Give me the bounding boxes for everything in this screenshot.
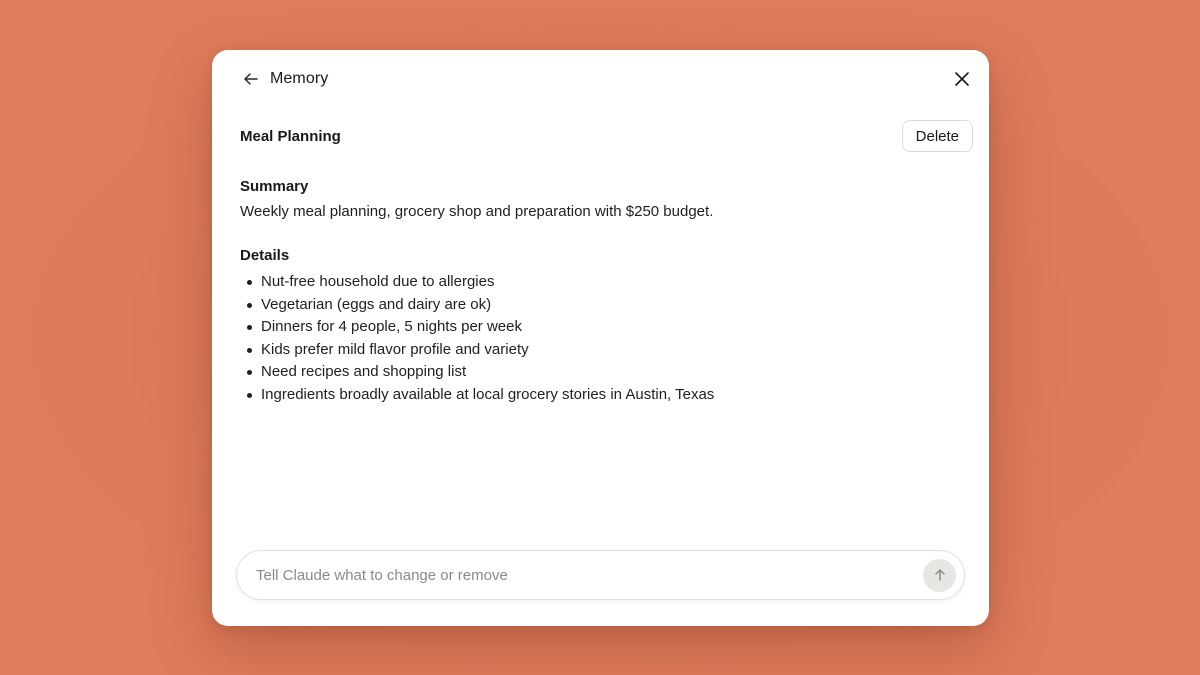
details-heading: Details xyxy=(240,247,290,264)
list-item xyxy=(240,384,961,407)
dialog-title: Memory xyxy=(270,70,329,87)
list-item-text: Nut-free household due to allergies xyxy=(261,273,495,290)
list-item xyxy=(240,339,961,362)
bullet-icon xyxy=(247,370,252,375)
bullet-icon xyxy=(247,303,252,308)
bullet-icon xyxy=(247,393,252,398)
list-item xyxy=(240,294,961,317)
edit-memory-input[interactable] xyxy=(254,550,923,600)
dialog-header xyxy=(240,66,975,92)
summary-heading: Summary xyxy=(240,178,309,195)
delete-button[interactable]: Delete xyxy=(902,120,973,152)
memory-dialog xyxy=(212,50,989,626)
list-item-text: Need recipes and shopping list xyxy=(261,363,467,380)
close-icon xyxy=(954,71,970,87)
arrow-up-icon xyxy=(933,568,947,582)
close-button[interactable] xyxy=(949,66,975,92)
arrow-left-icon xyxy=(242,70,260,88)
list-item xyxy=(240,271,961,294)
summary-text: Weekly meal planning, grocery shop and preparation with $250 budget. xyxy=(240,203,714,220)
back-button[interactable] xyxy=(240,68,262,90)
composer xyxy=(236,550,965,600)
list-item xyxy=(240,316,961,339)
memory-content xyxy=(240,177,961,406)
list-item-text: Kids prefer mild flavor profile and variety xyxy=(261,340,529,358)
list-item-text: Dinners for 4 people, 5 nights per week xyxy=(261,318,522,335)
list-item xyxy=(240,361,961,384)
bullet-icon xyxy=(247,325,252,330)
memory-title: Meal Planning xyxy=(240,127,341,145)
details-list xyxy=(240,271,961,406)
list-item-text: Vegetarian (eggs and dairy are ok) xyxy=(261,295,492,313)
bullet-icon xyxy=(247,348,252,353)
memory-title-row xyxy=(240,120,973,152)
bullet-icon xyxy=(247,280,252,285)
send-button[interactable] xyxy=(923,559,956,592)
list-item-text: Ingredients broadly available at local grocery stories in Austin, Texas xyxy=(261,385,715,403)
